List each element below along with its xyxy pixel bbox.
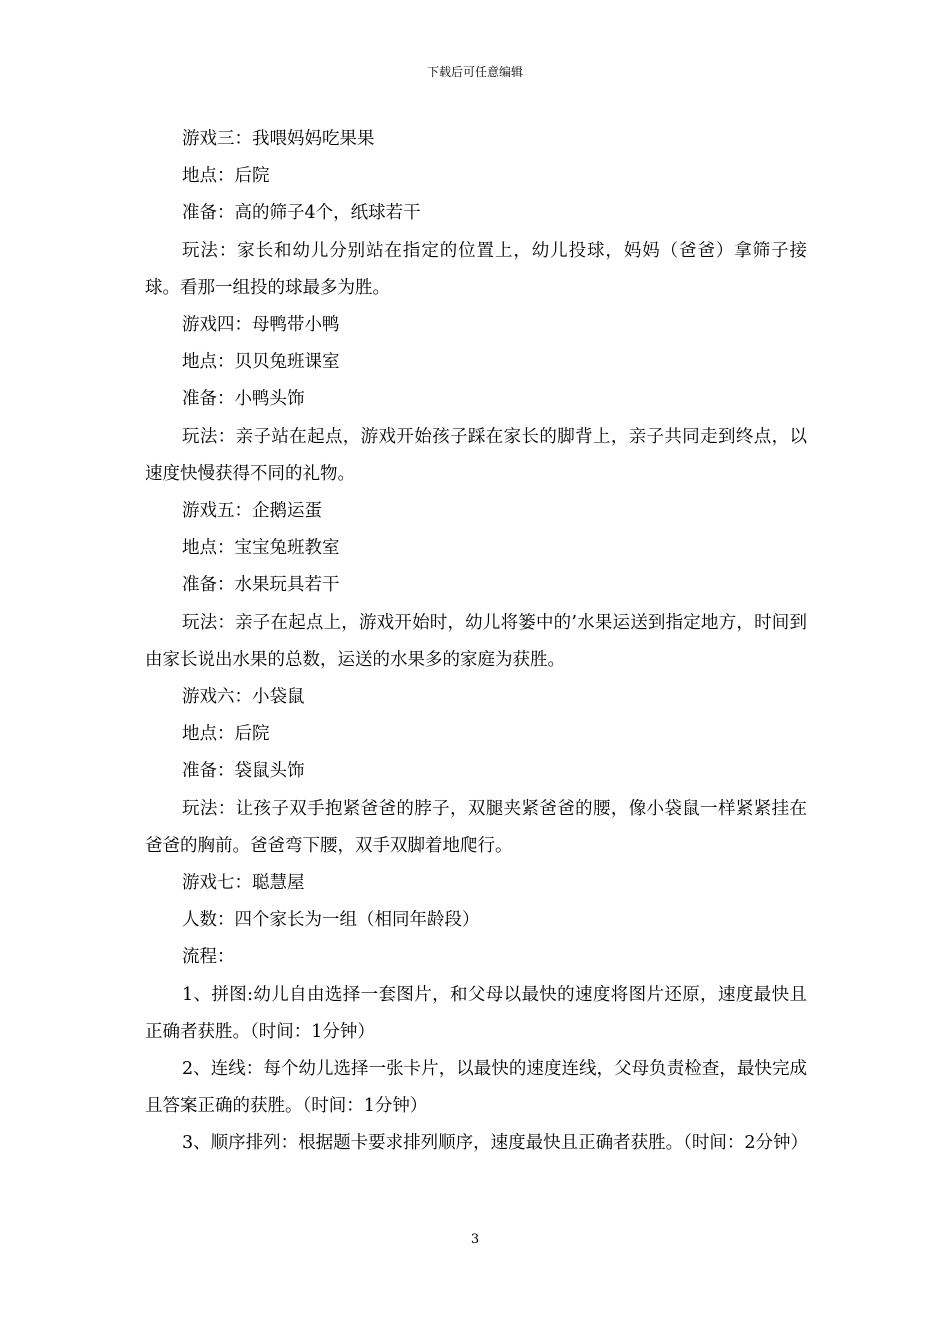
process-step-ordering: 3、顺序排列：根据题卡要求排列顺序，速度最快且正确者获胜。（时间：2分钟）: [182, 1133, 809, 1154]
document-body: [145, 121, 807, 1163]
process-step-connect-lines: 2、连线：每个幼儿选择一张卡片，以最快的速度连线，父母负责检查，最快完成且答案正确的获胜。（时间：1分钟）: [145, 1059, 807, 1117]
game-five-rules: 玩法：亲子在起点上，游戏开始时，幼儿将篓中的’水果运送到指定地方，时间到由家长说出水果的总数，运送的水果多的家庭为获胜。: [145, 612, 807, 670]
game-seven-participants: 人数：四个家长为一组（相同年龄段）: [182, 910, 480, 931]
game-four-rules: 玩法：亲子站在起点，游戏开始孩子踩在家长的脚背上，亲子共同走到终点，以速度快慢获得不同的礼物。: [145, 426, 807, 484]
game-three-preparation: 准备：高的筛子4个，纸球若干: [182, 203, 421, 224]
game-four-title: 游戏四：母鸭带小鸭: [182, 315, 340, 336]
page-number: 3: [470, 1232, 480, 1247]
game-three-location: 地点：后院: [182, 166, 270, 187]
game-three-title: 游戏三：我喂妈妈吃果果: [182, 129, 375, 149]
game-five-title: 游戏五：企鹅运蛋: [182, 501, 322, 522]
game-three-rules: 玩法：家长和幼儿分别站在指定的位置上，幼儿投球，妈妈（爸爸）拿筛子接球。看那一组投的球最多为胜。: [145, 240, 807, 298]
game-four-location: 地点：贝贝兔班课室: [182, 352, 340, 373]
game-six-title: 游戏六：小袋鼠: [182, 687, 305, 708]
game-four-preparation: 准备：小鸭头饰: [182, 389, 305, 410]
process-step-puzzle: 1、拼图:幼儿自由选择一套图片，和父母以最快的速度将图片还原，速度最快且正确者获胜。（时间：1分钟）: [145, 984, 807, 1042]
game-five-location: 地点：宝宝兔班教室: [182, 538, 340, 559]
game-seven-process-label: 流程：: [182, 947, 235, 968]
game-six-rules: 玩法：让孩子双手抱紧爸爸的脖子，双腿夹紧爸爸的腰，像小袋鼠一样紧紧挂在爸爸的胸前。爸爸弯下腰，双手双脚着地爬行。: [145, 798, 807, 856]
game-seven-title: 游戏七：聪慧屋: [182, 873, 305, 894]
game-six-preparation: 准备：袋鼠头饰: [182, 761, 305, 782]
game-six-location: 地点：后院: [182, 724, 270, 745]
game-five-preparation: 准备：水果玩具若干: [182, 575, 340, 596]
page-header: 下载后可任意编辑: [426, 65, 523, 79]
